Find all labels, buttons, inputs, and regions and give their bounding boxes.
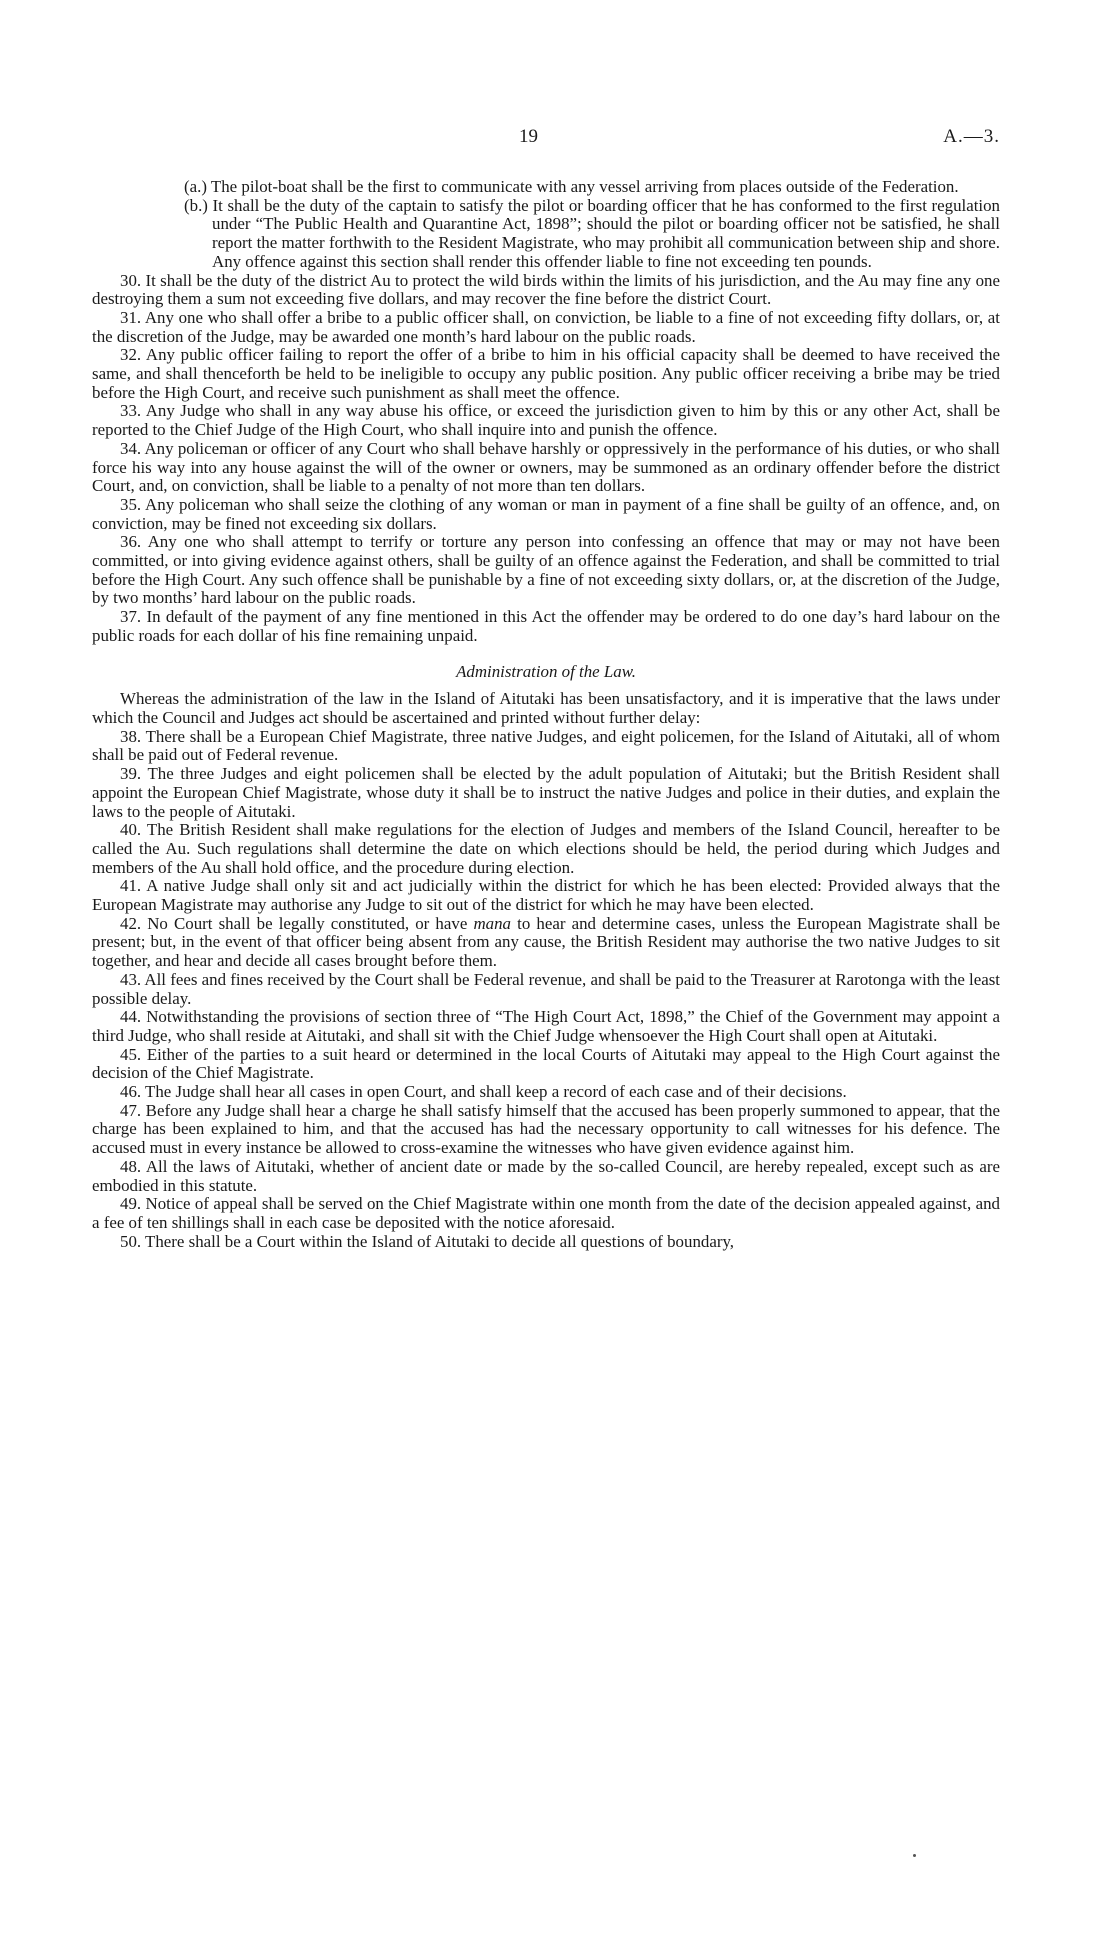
section-38: 38. There shall be a European Chief Magistrate, three native Judges, and eight policemen, for the Island of Aitutaki, all of whom shall be paid out of Federal revenue.	[92, 726, 1000, 765]
print-mark	[913, 1854, 916, 1857]
section-39: 39. The three Judges and eight policemen shall be elected by the adult population of Aitutaki; but the British Resident shall appoint the European Chief Magistrate, whose duty it shall be to instruct the native Judges and police in their duties, and explain the laws to the people of Aitutaki.	[92, 764, 1000, 821]
document-reference: A.—3.	[943, 126, 1000, 147]
subsection-b: (b.) It shall be the duty of the captain to satisfy the pilot or boarding officer that he has conformed to the first regulation under “The Public Health and Quarantine Act, 1898”; should the pilot or boarding officer not be satisfied, he shall report the matter forthwith to the Resident Magistrate, who may prohibit all communication between ship and shore. Any offence against this section shall render this offender liable to fine not exceeding ten pounds.	[184, 195, 1000, 271]
section-43: 43. All fees and fines received by the Court shall be Federal revenue, and shall be paid to the Treasurer at Rarotonga with the least possible delay.	[92, 969, 1000, 1008]
section-31: 31. Any one who shall offer a bribe to a public officer shall, on conviction, be liable to a fine of not exceeding fifty dollars, or, at the discretion of the Judge, may be awarded one month’s hard labour on the public roads.	[92, 307, 1000, 346]
section-44: 44. Notwithstanding the provisions of section three of “The High Court Act, 1898,” the Chief of the Government may appoint a third Judge, who shall reside at Aitutaki, and shall sit with the Chief Judge whensoever the High Court shall open at Aitutaki.	[92, 1007, 1000, 1045]
section-heading: Administration of the Law.	[456, 661, 636, 681]
section-50: 50. There shall be a Court within the Island of Aitutaki to decide all questions of boundary,	[120, 1231, 735, 1251]
section-41: 41. A native Judge shall only sit and act judicially within the district for which he has been elected: Provided always that the European Magistrate may authorise any Judge to sit out of the district for which he may have been elected.	[92, 876, 1000, 915]
section-36: 36. Any one who shall attempt to terrify or torture any person into confessing an offence that may or may not have been committed, or into giving evidence against others, shall be guilty of an offence against the Federation, and shall be committed to trial before the High Court. Any such offence shall be punishable by a fine of not exceeding sixty dollars, or, at the discretion of the Judge, by two months’ hard labour on the public roads.	[92, 532, 1000, 608]
section-37: 37. In default of the payment of any fine mentioned in this Act the offender may be ordered to do one day’s hard labour on the public roads for each dollar of his fine remaining unpaid.	[92, 607, 1000, 645]
preamble: Whereas the administration of the law in the Island of Aitutaki has been unsatisfactory, and it is imperative that the laws under which the Council and Judges act should be ascertained and printed without further delay:	[92, 689, 1000, 727]
section-33: 33. Any Judge who shall in any way abuse his office, or exceed the jurisdiction given to him by this or any other Act, shall be reported to the Chief Judge of the High Court, who shall inquire into and punish the offence.	[92, 401, 1000, 440]
section-35: 35. Any policeman who shall seize the clothing of any woman or man in payment of a fine shall be guilty of an offence, and, on conviction, may be fined not exceeding six dollars.	[92, 494, 1000, 533]
section-47: 47. Before any Judge shall hear a charge he shall satisfy himself that the accused has been properly summoned to appear, that the charge has been explained to him, and that the accused has had the necessary opportunity to call witnesses for his defence. The accused must in every instance be allowed to cross-examine the witnesses who have given evidence against him.	[92, 1100, 1000, 1158]
page-number: 19	[519, 126, 538, 147]
page-header	[92, 126, 1000, 156]
section-40: 40. The British Resident shall make regulations for the election of Judges and members of the Island Council, hereafter to be called the Au. Such regulations shall determine the date on which elections should be held, the period during which Judges and members of the Au shall hold office, and the procedure during election.	[92, 820, 1000, 877]
section-34: 34. Any policeman or officer of any Court who shall behave harshly or oppressively in the performance of his duties, or who shall force his way into any house against the will of the owner or owners, may be summoned as an ordinary offender before the district Court, and, on conviction, shall be liable to a penalty of not more than ten dollars.	[92, 438, 1000, 496]
section-32: 32. Any public officer failing to report the offer of a bribe to him in his official capacity shall be deemed to have received the same, and shall thenceforth be held to be ineligible to occupy any public position. Any public officer receiving a bribe may be tried before the High Court, and receive such punishment as shall meet the offence.	[92, 345, 1000, 402]
section-49: 49. Notice of appeal shall be served on the Chief Magistrate within one month from the date of the decision appealed against, and a fee of ten shillings shall in each case be deposited with the notice aforesaid.	[92, 1194, 1000, 1232]
section-45: 45. Either of the parties to a suit heard or determined in the local Courts of Aitutaki may appeal to the High Court against the decision of the Chief Magistrate.	[92, 1044, 1000, 1083]
section-42: 42. No Court shall be legally constituted, or have mana to hear and determine cases, unless the European Magistrate shall be present; but, in the event of that officer being absent from any cause, the British Resident may authorise the two native Judges to sit together, and hear and decide all cases brought before them.	[92, 913, 1000, 971]
body-text	[92, 178, 1000, 1251]
subsection-a: (a.) The pilot-boat shall be the first to communicate with any vessel arriving from places outside of the Federation.	[184, 177, 959, 196]
section-30: 30. It shall be the duty of the district Au to protect the wild birds within the limits of his jurisdiction, and the Au may fine any one destroying them a sum not exceeding five dollars, and may recover the fine before the district Court.	[92, 270, 1000, 309]
section-46: 46. The Judge shall hear all cases in open Court, and shall keep a record of each case and of their decisions.	[120, 1082, 847, 1102]
section-48: 48. All the laws of Aitutaki, whether of ancient date or made by the so-called Council, are hereby repealed, except such as are embodied in this statute.	[92, 1156, 1000, 1195]
